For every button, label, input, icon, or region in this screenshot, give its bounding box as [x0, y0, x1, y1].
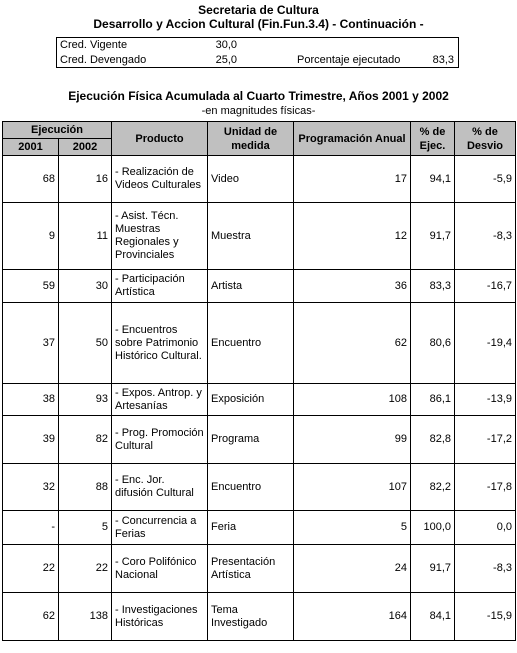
- cell-pct-desvio: -17,8: [455, 464, 516, 511]
- table-title: Ejecución Física Acumulada al Cuarto Trimestre, Años 2001 y 2002: [68, 89, 449, 103]
- porcentaje-value: 83,3: [432, 54, 454, 66]
- cell-programacion: 5: [294, 511, 411, 545]
- cell-programacion: 108: [294, 384, 411, 416]
- cell-2002: 30: [59, 270, 112, 303]
- table-row: [3, 545, 516, 593]
- cell-programacion: 99: [294, 416, 411, 464]
- cell-2002: 22: [59, 545, 112, 593]
- cell-programacion: 62: [294, 303, 411, 384]
- table-row: [3, 303, 516, 384]
- execution-table: [2, 121, 516, 641]
- cell-programacion: 12: [294, 203, 411, 270]
- cell-programacion: 107: [294, 464, 411, 511]
- cell-producto: - Realización de Videos Culturales: [112, 156, 208, 203]
- cell-unidad: Encuentro: [208, 464, 294, 511]
- cell-unidad: Tema Investigado: [208, 593, 294, 641]
- cell-2002: 138: [59, 593, 112, 641]
- table-row: [3, 511, 516, 545]
- cell-pct-desvio: -5,9: [455, 156, 516, 203]
- col-2002: 2002: [59, 139, 112, 156]
- cell-unidad: Encuentro: [208, 303, 294, 384]
- col-ejecucion: Ejecución: [3, 122, 112, 139]
- table-row: [3, 156, 516, 203]
- cell-2001: 32: [3, 464, 59, 511]
- cell-2001: 9: [3, 203, 59, 270]
- cell-2001: 62: [3, 593, 59, 641]
- cell-pct-desvio: -15,9: [455, 593, 516, 641]
- cell-unidad: Feria: [208, 511, 294, 545]
- cell-producto: - Enc. Jor. difusión Cultural: [112, 464, 208, 511]
- cell-2002: 16: [59, 156, 112, 203]
- cell-2001: 38: [3, 384, 59, 416]
- cell-pct-desvio: -16,7: [455, 270, 516, 303]
- cell-producto: - Encuentros sobre Patrimonio Histórico Cultural.: [112, 303, 208, 384]
- table-row: [3, 593, 516, 641]
- cell-pct-ejec: 84,1: [411, 593, 455, 641]
- header-title: Secretaria de Cultura: [198, 3, 319, 17]
- cell-producto: - Asist. Técn. Muestras Regionales y Provinciales: [112, 203, 208, 270]
- porcentaje-label: Porcentaje ejecutado: [297, 54, 401, 66]
- table-row: [3, 270, 516, 303]
- cell-pct-ejec: 91,7: [411, 545, 455, 593]
- cell-pct-ejec: 94,1: [411, 156, 455, 203]
- cell-producto: - Coro Polifónico Nacional: [112, 545, 208, 593]
- cred-vigente-value: 30,0: [215, 39, 237, 51]
- cell-pct-ejec: 100,0: [411, 511, 455, 545]
- table-row: [3, 203, 516, 270]
- cell-pct-desvio: -17,2: [455, 416, 516, 464]
- cell-pct-desvio: -8,3: [455, 545, 516, 593]
- cell-programacion: 17: [294, 156, 411, 203]
- table-row: [3, 416, 516, 464]
- col-programacion: Programación Anual: [294, 122, 411, 156]
- cell-producto: - Participación Artística: [112, 270, 208, 303]
- cell-2002: 5: [59, 511, 112, 545]
- cell-pct-desvio: -8,3: [455, 203, 516, 270]
- cell-pct-desvio: -13,9: [455, 384, 516, 416]
- table-row: [3, 464, 516, 511]
- cell-2002: 50: [59, 303, 112, 384]
- cell-programacion: 164: [294, 593, 411, 641]
- cell-2002: 88: [59, 464, 112, 511]
- col-pct-ejec: % de Ejec.: [411, 122, 455, 156]
- cell-unidad: Exposición: [208, 384, 294, 416]
- cell-producto: - Concurrencia a Ferias: [112, 511, 208, 545]
- col-unidad: Unidad de medida: [208, 122, 294, 156]
- cell-unidad: Artista: [208, 270, 294, 303]
- table-subtitle: -en magnitudes físicas-: [201, 105, 316, 117]
- col-pct-desvio: % de Desvio: [455, 122, 516, 156]
- cell-2002: 93: [59, 384, 112, 416]
- cell-programacion: 36: [294, 270, 411, 303]
- cred-devengado-label: Cred. Devengado: [60, 54, 147, 66]
- cell-producto: - Expos. Antrop. y Artesanías: [112, 384, 208, 416]
- cell-pct-desvio: 0,0: [455, 511, 516, 545]
- cell-pct-ejec: 86,1: [411, 384, 455, 416]
- cell-pct-ejec: 82,2: [411, 464, 455, 511]
- cell-programacion: 24: [294, 545, 411, 593]
- header-subtitle: Desarrollo y Accion Cultural (Fin.Fun.3.4) - Continuación -: [93, 17, 424, 31]
- col-2001: 2001: [3, 139, 59, 156]
- col-producto: Producto: [112, 122, 208, 156]
- cell-2001: 39: [3, 416, 59, 464]
- cell-pct-ejec: 80,6: [411, 303, 455, 384]
- cell-unidad: Programa: [208, 416, 294, 464]
- cell-pct-ejec: 83,3: [411, 270, 455, 303]
- cell-pct-ejec: 82,8: [411, 416, 455, 464]
- cell-2002: 82: [59, 416, 112, 464]
- cell-producto: - Investigaciones Históricas: [112, 593, 208, 641]
- cell-unidad: Muestra: [208, 203, 294, 270]
- table-row: [3, 384, 516, 416]
- cell-2001: 59: [3, 270, 59, 303]
- cell-pct-desvio: -19,4: [455, 303, 516, 384]
- cell-pct-ejec: 91,7: [411, 203, 455, 270]
- cell-2001: -: [3, 511, 59, 545]
- cred-devengado-value: 25,0: [215, 54, 237, 66]
- cell-2001: 22: [3, 545, 59, 593]
- cell-2002: 11: [59, 203, 112, 270]
- credits-box: [56, 37, 459, 68]
- cell-producto: - Prog. Promoción Cultural: [112, 416, 208, 464]
- cred-vigente-label: Cred. Vigente: [60, 39, 128, 51]
- cell-2001: 37: [3, 303, 59, 384]
- cell-2001: 68: [3, 156, 59, 203]
- cell-unidad: Presentación Artística: [208, 545, 294, 593]
- cell-unidad: Video: [208, 156, 294, 203]
